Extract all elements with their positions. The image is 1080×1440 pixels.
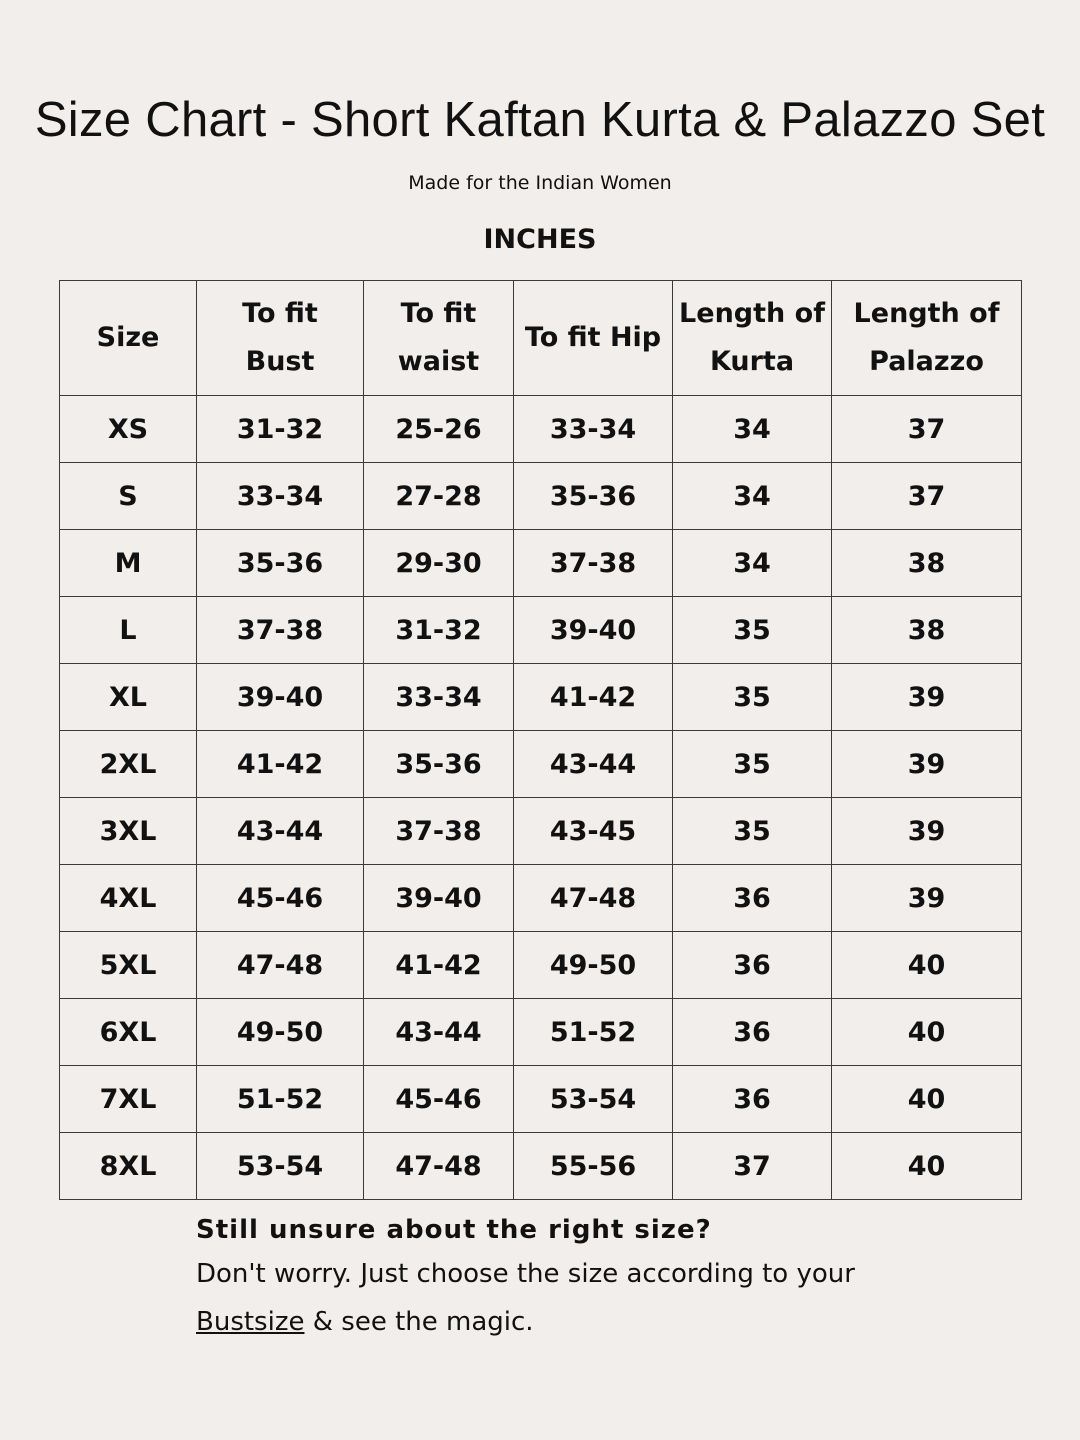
- measurement-cell: 25-26: [364, 396, 514, 463]
- column-header: [197, 281, 364, 396]
- measurement-cell: 37-38: [364, 798, 514, 865]
- measurement-cell: 40: [832, 932, 1022, 999]
- table-row: [60, 798, 1022, 865]
- measurement-cell: 38: [832, 530, 1022, 597]
- measurement-cell: 40: [832, 1066, 1022, 1133]
- column-header-line: Palazzo: [869, 346, 984, 377]
- measurement-cell: 39: [832, 865, 1022, 932]
- table-row: [60, 396, 1022, 463]
- size-cell: M: [60, 530, 197, 597]
- column-header: [364, 281, 514, 396]
- size-chart-table: [59, 280, 1022, 1200]
- column-header-line: Bust: [245, 346, 315, 377]
- measurement-cell: 55-56: [514, 1133, 673, 1200]
- table-row: [60, 597, 1022, 664]
- size-cell: L: [60, 597, 197, 664]
- measurement-cell: 39: [832, 798, 1022, 865]
- bustsize-link[interactable]: Bustsize: [196, 1307, 305, 1337]
- measurement-cell: 40: [832, 1133, 1022, 1200]
- unit-label: INCHES: [483, 224, 597, 255]
- measurement-cell: 47-48: [514, 865, 673, 932]
- measurement-cell: 53-54: [197, 1133, 364, 1200]
- column-header-line: Length of: [853, 298, 1000, 329]
- table-row: [60, 1066, 1022, 1133]
- measurement-cell: 36: [673, 999, 832, 1066]
- measurement-cell: 35: [673, 597, 832, 664]
- size-cell: 8XL: [60, 1133, 197, 1200]
- measurement-cell: 33-34: [197, 463, 364, 530]
- size-help-line-2-suffix: & see the magic.: [304, 1307, 534, 1337]
- header-row: [60, 281, 1022, 396]
- table-row: [60, 731, 1022, 798]
- measurement-cell: 39-40: [197, 664, 364, 731]
- measurement-cell: 35: [673, 731, 832, 798]
- column-header-line: Kurta: [709, 346, 795, 377]
- measurement-cell: 29-30: [364, 530, 514, 597]
- column-header: [514, 281, 673, 396]
- measurement-cell: 47-48: [197, 932, 364, 999]
- size-help-line-2: [196, 1298, 1036, 1346]
- measurement-cell: 37-38: [197, 597, 364, 664]
- measurement-cell: 35-36: [364, 731, 514, 798]
- measurement-cell: 49-50: [197, 999, 364, 1066]
- measurement-cell: 43-45: [514, 798, 673, 865]
- size-cell: 5XL: [60, 932, 197, 999]
- size-help-heading: Still unsure about the right size?: [196, 1215, 712, 1245]
- column-header-line: waist: [397, 346, 480, 377]
- column-header: [832, 281, 1022, 396]
- column-header-line: To fit Hip: [524, 322, 662, 353]
- measurement-cell: 27-28: [364, 463, 514, 530]
- measurement-cell: 36: [673, 1066, 832, 1133]
- size-cell: 6XL: [60, 999, 197, 1066]
- measurement-cell: 35: [673, 664, 832, 731]
- measurement-cell: 37-38: [514, 530, 673, 597]
- size-cell: 2XL: [60, 731, 197, 798]
- size-chart-header: [60, 281, 1022, 396]
- measurement-cell: 40: [832, 999, 1022, 1066]
- measurement-cell: 41-42: [514, 664, 673, 731]
- measurement-cell: 51-52: [197, 1066, 364, 1133]
- column-header-line: Size: [96, 322, 160, 353]
- measurement-cell: 41-42: [364, 932, 514, 999]
- measurement-cell: 37: [832, 396, 1022, 463]
- size-cell: 3XL: [60, 798, 197, 865]
- measurement-cell: 36: [673, 865, 832, 932]
- measurement-cell: 31-32: [364, 597, 514, 664]
- measurement-cell: 43-44: [364, 999, 514, 1066]
- measurement-cell: 35: [673, 798, 832, 865]
- measurement-cell: 36: [673, 932, 832, 999]
- measurement-cell: 31-32: [197, 396, 364, 463]
- measurement-cell: 51-52: [514, 999, 673, 1066]
- size-chart-body: [60, 396, 1022, 1200]
- measurement-cell: 37: [832, 463, 1022, 530]
- measurement-cell: 43-44: [197, 798, 364, 865]
- measurement-cell: 34: [673, 530, 832, 597]
- table-row: [60, 1133, 1022, 1200]
- measurement-cell: 33-34: [364, 664, 514, 731]
- table-row: [60, 999, 1022, 1066]
- measurement-cell: 53-54: [514, 1066, 673, 1133]
- measurement-cell: 45-46: [364, 1066, 514, 1133]
- column-header: [60, 281, 197, 396]
- column-header-line: Length of: [679, 298, 825, 329]
- size-cell: 4XL: [60, 865, 197, 932]
- table-row: [60, 463, 1022, 530]
- measurement-cell: 38: [832, 597, 1022, 664]
- size-help-note: [196, 1210, 1036, 1346]
- measurement-cell: 35-36: [514, 463, 673, 530]
- column-header: [673, 281, 832, 396]
- measurement-cell: 41-42: [197, 731, 364, 798]
- table-row: [60, 865, 1022, 932]
- page-title: Size Chart - Short Kaftan Kurta & Palazzo Set: [34, 93, 1046, 147]
- measurement-cell: 39-40: [364, 865, 514, 932]
- measurement-cell: 33-34: [514, 396, 673, 463]
- measurement-cell: 39: [832, 731, 1022, 798]
- measurement-cell: 35-36: [197, 530, 364, 597]
- size-cell: XS: [60, 396, 197, 463]
- measurement-cell: 47-48: [364, 1133, 514, 1200]
- measurement-cell: 39: [832, 664, 1022, 731]
- measurement-cell: 34: [673, 463, 832, 530]
- size-cell: XL: [60, 664, 197, 731]
- measurement-cell: 39-40: [514, 597, 673, 664]
- measurement-cell: 49-50: [514, 932, 673, 999]
- size-cell: S: [60, 463, 197, 530]
- measurement-cell: 37: [673, 1133, 832, 1200]
- table-row: [60, 664, 1022, 731]
- table-row: [60, 530, 1022, 597]
- column-header-line: To fit: [242, 298, 318, 329]
- measurement-cell: 34: [673, 396, 832, 463]
- measurement-cell: 45-46: [197, 865, 364, 932]
- size-help-line-1: Don't worry. Just choose the size according to your: [196, 1259, 855, 1289]
- column-header-line: To fit: [400, 298, 477, 329]
- page-subtitle: Made for the Indian Women: [408, 172, 672, 194]
- measurement-cell: 43-44: [514, 731, 673, 798]
- size-cell: 7XL: [60, 1066, 197, 1133]
- table-row: [60, 932, 1022, 999]
